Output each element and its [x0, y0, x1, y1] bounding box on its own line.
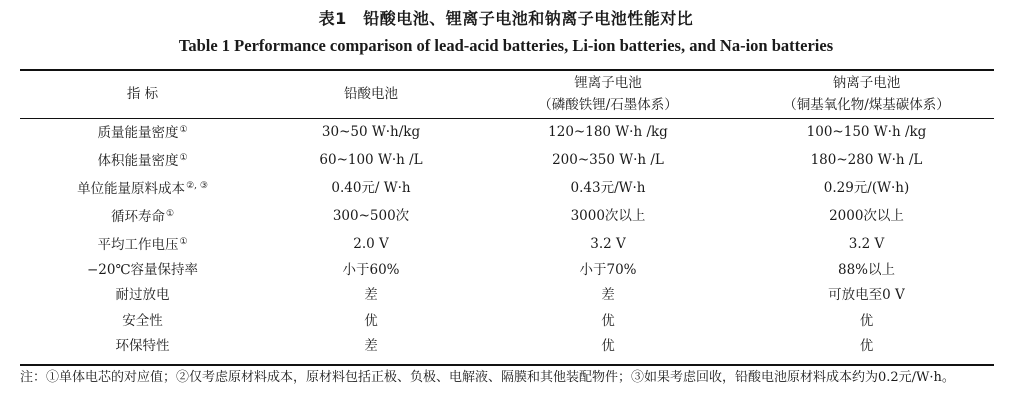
- cell-li-ion: 优: [601, 338, 615, 355]
- row-label: 安全性: [122, 312, 163, 329]
- table-row: [20, 258, 994, 283]
- cell-li-ion: 小于70%: [579, 262, 637, 279]
- performance-comparison-table: [20, 70, 994, 359]
- cell-na-ion: 可放电至0 V: [828, 287, 905, 304]
- footnote-mark: ②, ③: [186, 181, 208, 191]
- cell-na-ion: 3.2 V: [848, 235, 885, 252]
- row-label: 循环寿命①: [110, 209, 175, 225]
- cell-li-ion: 0.43元/W·h: [570, 179, 646, 196]
- cell-na-ion: 优: [859, 338, 874, 355]
- cell-na-ion: 优: [859, 312, 874, 329]
- cell-lead-acid: 60~100 W·h /L: [319, 151, 423, 168]
- cell-na-ion: 2000次以上: [829, 207, 904, 224]
- cell-li-ion: 3000次以上: [570, 207, 646, 224]
- cell-lead-acid: 300~500次: [332, 207, 410, 224]
- table-row: [20, 146, 994, 174]
- row-label: 平均工作电压①: [97, 237, 188, 253]
- cell-lead-acid: 30~50 W·h/kg: [321, 123, 421, 140]
- row-label: −20℃容量保持率: [86, 262, 199, 279]
- row-label: 体积能量密度①: [97, 153, 188, 169]
- cell-lead-acid: 优: [364, 312, 378, 329]
- row-label: 单位能量原料成本②, ③: [77, 181, 208, 197]
- header-row: [20, 70, 994, 118]
- header-na-ion: 钠离子电池 （铜基氧化物/煤基碳体系）: [783, 75, 950, 113]
- header-li-ion: 锂离子电池 （磷酸铁锂/石墨体系）: [538, 75, 678, 113]
- table-row: [20, 174, 994, 202]
- row-label: 质量能量密度①: [97, 125, 188, 141]
- table-row: [20, 309, 994, 334]
- footnote-mark: ①: [179, 125, 188, 135]
- cell-lead-acid: 小于60%: [342, 262, 400, 279]
- cell-li-ion: 120~180 W·h /kg: [548, 123, 668, 140]
- table-row: [20, 334, 994, 359]
- footnote-mark: ①: [165, 209, 175, 219]
- cell-lead-acid: 2.0 V: [353, 235, 389, 252]
- header-lead-acid: 铅酸电池: [344, 86, 398, 102]
- cell-na-ion: 180~280 W·h /L: [810, 151, 923, 168]
- footnote-mark: ①: [179, 237, 188, 247]
- cell-lead-acid: 差: [364, 287, 378, 304]
- cell-li-ion: 差: [601, 287, 615, 304]
- table-row: [20, 230, 994, 258]
- cell-na-ion: 100~150 W·h /kg: [806, 123, 927, 140]
- cell-lead-acid: 差: [364, 338, 378, 355]
- footnote-mark: ①: [179, 153, 188, 163]
- row-label: 耐过放电: [115, 287, 170, 304]
- cell-na-ion: 0.29元/(W·h): [823, 179, 910, 196]
- cell-li-ion: 优: [601, 312, 615, 329]
- table-title-chinese: 表1 铅酸电池、锂离子电池和钠离子电池性能对比: [318, 9, 694, 28]
- cell-li-ion: 200~350 W·h /L: [552, 151, 664, 168]
- table-footnote: 注：①单体电芯的对应值；②仅考虑原材料成本，原材料包括正极、负极、电解液、隔膜和其他装配物件；③如果考虑回收，铅酸电池原材料成本约为0.2元/W·h。: [20, 370, 955, 385]
- header-indicator: 指 标: [126, 86, 159, 102]
- table-title-english: Table 1 Performance comparison of lead-acid batteries, Li-ion batteries, and Na-ion batteries: [178, 36, 834, 55]
- bottom-rule: [20, 364, 994, 366]
- cell-na-ion: 88%以上: [837, 262, 895, 279]
- table-row: [20, 118, 994, 146]
- table-row: [20, 202, 994, 230]
- table-row: [20, 283, 994, 308]
- row-label: 环保特性: [115, 338, 170, 355]
- cell-li-ion: 3.2 V: [590, 235, 626, 252]
- cell-lead-acid: 0.40元/ W·h: [331, 179, 411, 196]
